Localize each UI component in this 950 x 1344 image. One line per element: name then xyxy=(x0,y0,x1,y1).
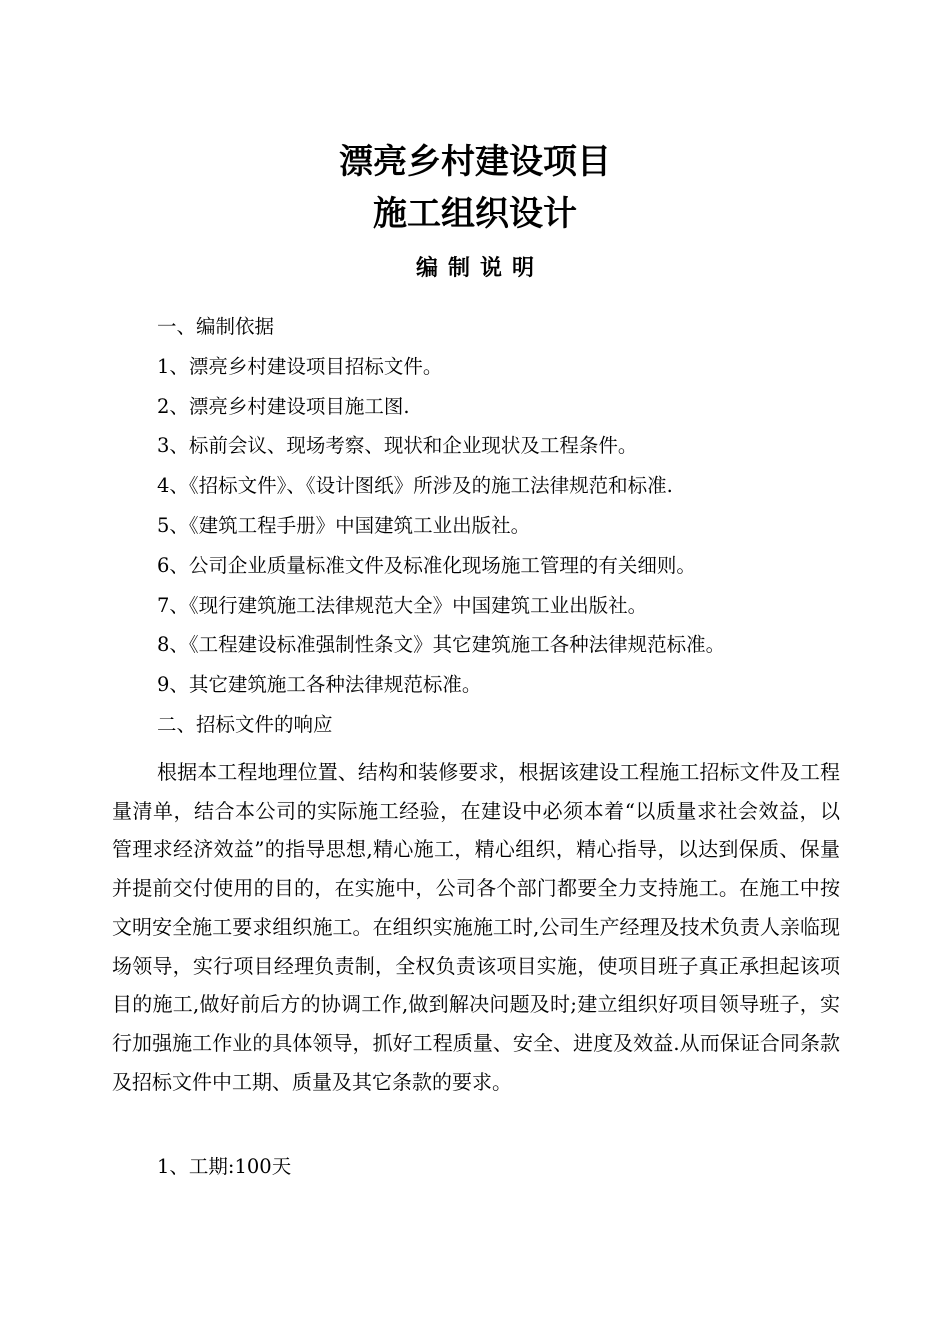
basis-item-7: 7、《现行建筑施工法律规范大全》中国建筑工业出版社。 xyxy=(157,594,648,617)
basis-item-1: 1、漂亮乡村建设项目招标文件。 xyxy=(157,355,443,378)
response-paragraph: 根据本工程地理位置、结构和装修要求，根据该建设工程施工招标文件及工程量清单，结合本公司的实际施工经验，在建设中必须本着“以质量求社会效益，以管理求经济效益”的指导思想,精心施工，精心组织，精心指导，以达到保质、保量并提前交付使用的目的，在实施中，公司各个部门都要全力支持施工。在施工中按文明安全施工要求组织施工。在组织实施施工时,公司生产经理及技术负责人亲临现场领导，实行项目经理负责制，全权负责该项目实施，使项目班子真正承担起该项目的施工,做好前后方的协调工作,做到解决问题及时;建立组织好项目领导班子，实行加强施工作业的具体领导，抓好工程质量、安全、进度及效益.从而保证合同条款及招标文件中工期、质量及其它条款的要求。 xyxy=(112,760,840,1094)
duration-item: 1、工期:100天 xyxy=(157,1155,292,1178)
basis-item-6: 6、公司企业质量标准文件及标准化现场施工管理的有关细则。 xyxy=(157,554,696,577)
basis-item-5: 5、《建筑工程手册》中国建筑工业出版社。 xyxy=(157,514,531,537)
basis-item-3: 3、标前会议、现场考察、现状和企业现状及工程条件。 xyxy=(157,434,638,457)
document-title-line-2: 施工组织设计 xyxy=(373,194,577,234)
basis-item-2: 2、漂亮乡村建设项目施工图. xyxy=(157,395,410,418)
section-subtitle: 编制说明 xyxy=(415,256,544,281)
basis-item-9: 9、其它建筑施工各种法律规范标准。 xyxy=(157,673,482,696)
document-title-line-1: 漂亮乡村建设项目 xyxy=(339,142,611,182)
basis-item-4: 4、《招标文件》、《设计图纸》所涉及的施工法律规范和标准. xyxy=(157,474,673,497)
basis-item-8: 8、《工程建设标准强制性条文》其它建筑施工各种法律规范标准。 xyxy=(157,633,726,656)
section-2-heading: 二、招标文件的响应 xyxy=(157,713,333,736)
section-1-heading: 一、编制依据 xyxy=(157,315,275,338)
